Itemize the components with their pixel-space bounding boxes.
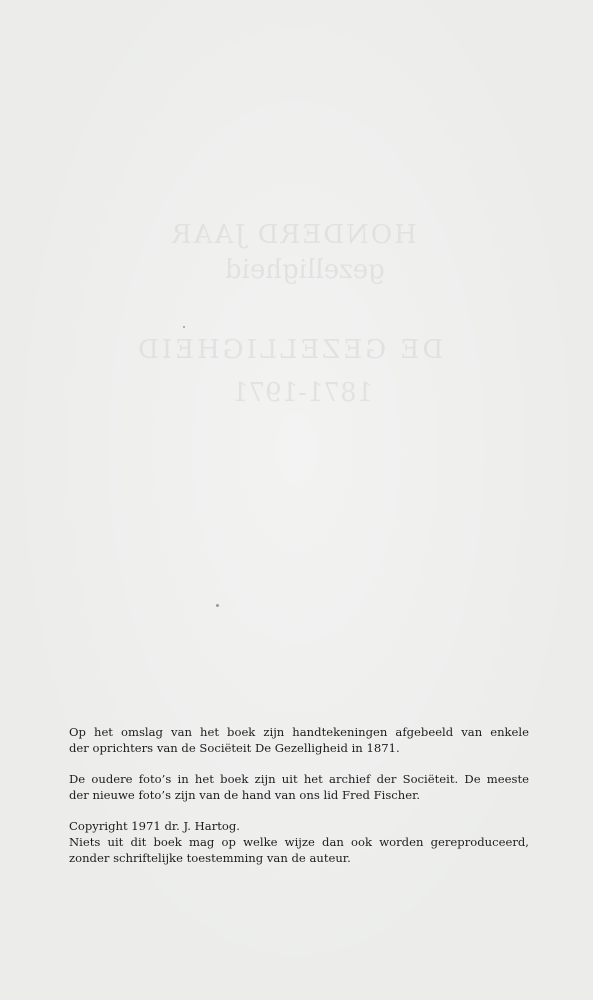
bleed-through-text: gezelligheid	[225, 255, 385, 285]
cover-note-paragraph	[69, 724, 529, 756]
copyright-paragraph	[69, 818, 529, 866]
colophon-text	[69, 724, 529, 881]
bleed-through-text: HONDERD JAAR	[170, 220, 417, 250]
text-line: der oprichters van de Sociëteit De Gezelligheid in 1871.	[69, 741, 400, 755]
paper-speck	[183, 326, 185, 328]
text-line: De oudere foto’s in het boek zijn uit het archief der Sociëteit. De meeste	[69, 772, 529, 786]
text-line: Niets uit dit boek mag op welke wijze dan ook worden gereproduceerd,	[69, 835, 529, 849]
text-line: Op het omslag van het boek zijn handtekeningen afgebeeld van enkele	[69, 725, 529, 739]
photo-credit-paragraph	[69, 771, 529, 803]
text-line: zonder schriftelijke toestemming van de auteur.	[69, 851, 351, 865]
bleed-through-text: DE GEZELLIGHEID	[135, 335, 444, 365]
bleed-through-text: 1871-1971	[232, 378, 374, 408]
paper-speck	[216, 604, 219, 607]
text-line: der nieuwe foto’s zijn van de hand van ons lid Fred Fischer.	[69, 788, 421, 802]
text-line: Copyright 1971 dr. J. Hartog.	[69, 819, 240, 833]
